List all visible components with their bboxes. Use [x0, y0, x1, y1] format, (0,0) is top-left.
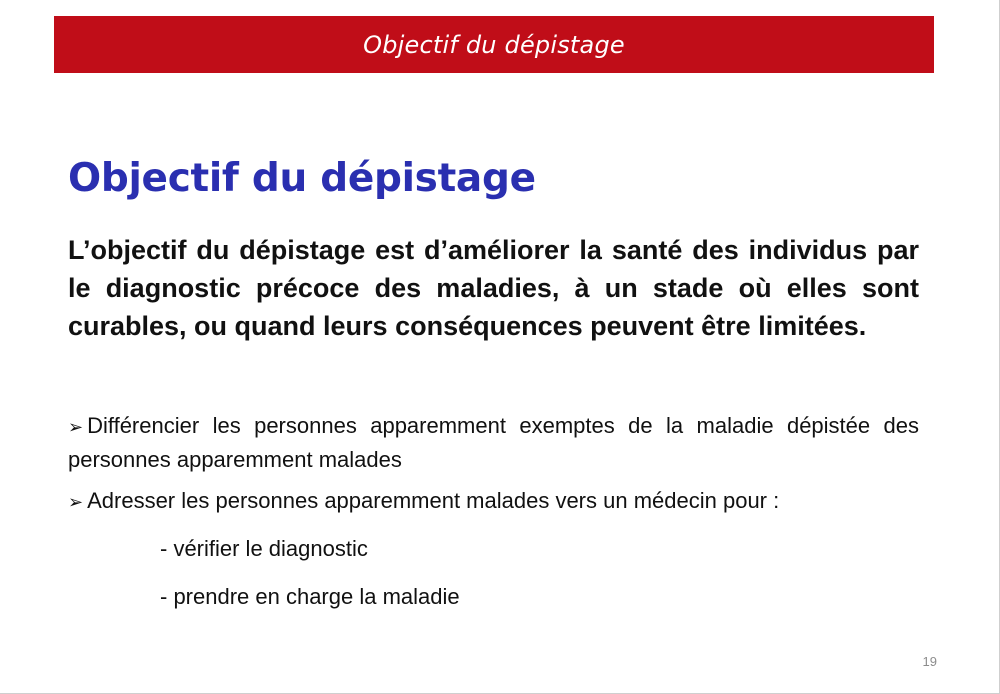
- page-number: 19: [922, 654, 937, 669]
- sub-item: - vérifier le diagnostic: [160, 536, 368, 561]
- bullet-text: Différencier les personnes apparemment exemptes de la maladie dépistée des personnes apparemment malades: [68, 413, 919, 472]
- intro-paragraph: L’objectif du dépistage est d’améliorer la santé des individus par le diagnostic précoce des maladies, à un stade où elles sont curables, ou quand leurs conséquences peuvent être limitées.: [68, 235, 919, 341]
- bullet-text: Adresser les personnes apparemment malades vers un médecin pour :: [87, 488, 780, 513]
- arrow-bullet-icon: ➢: [68, 492, 84, 513]
- sub-item: - prendre en charge la maladie: [160, 584, 460, 609]
- header-title: Objectif du dépistage: [363, 30, 625, 59]
- header-band: [54, 16, 934, 73]
- bullet-item: [68, 410, 919, 476]
- arrow-bullet-icon: ➢: [68, 417, 84, 438]
- bullet-item: [68, 485, 919, 519]
- slide-title: Objectif du dépistage: [68, 156, 536, 201]
